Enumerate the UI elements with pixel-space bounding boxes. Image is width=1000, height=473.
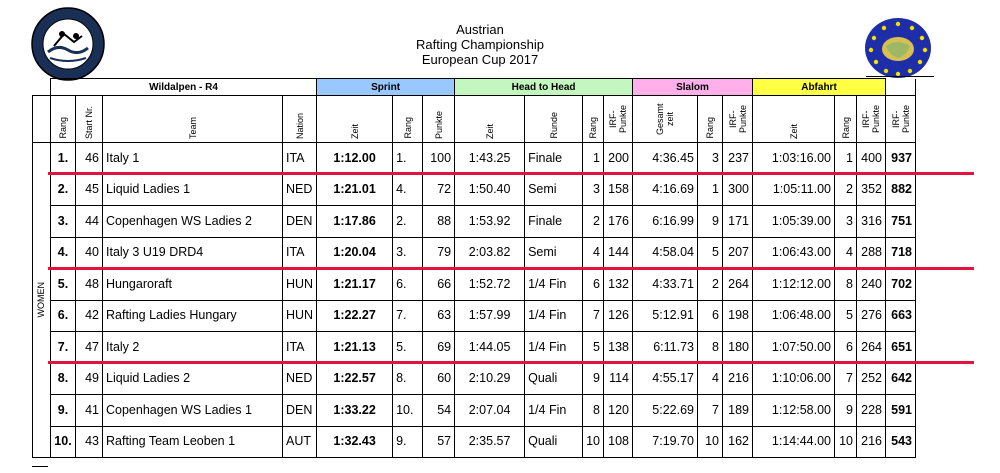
cell-rang: 7. bbox=[51, 332, 76, 364]
section-abfahrt: Abfahrt bbox=[753, 79, 886, 96]
band-spacer bbox=[33, 79, 51, 96]
col-slalom-irf: IRF-Punkte bbox=[723, 96, 753, 143]
cell-h-rang: 7 bbox=[583, 300, 604, 332]
cell-ab-zeit: 1:07:50.00 bbox=[753, 332, 835, 364]
cell-sp-punkte: 100 bbox=[423, 143, 455, 175]
row-divider bbox=[48, 361, 974, 364]
cell-h-runde: 1/4 Fin bbox=[525, 332, 583, 364]
col-h2h-runde: Runde bbox=[525, 96, 583, 143]
cell-sp-rang: 7. bbox=[393, 300, 423, 332]
cell-ab-rang: 1 bbox=[835, 143, 857, 175]
cell-sp-zeit: 1:17.86 bbox=[317, 206, 393, 238]
row-divider bbox=[48, 172, 974, 175]
cell-total: 663 bbox=[886, 300, 916, 332]
cell-ab-rang: 10 bbox=[835, 426, 857, 458]
cell-ab-zeit: 1:14:44.00 bbox=[753, 426, 835, 458]
section-sprint: Sprint bbox=[317, 79, 455, 96]
cell-start: 42 bbox=[76, 300, 103, 332]
european-cup-logo bbox=[862, 16, 934, 80]
cell-total: 937 bbox=[886, 143, 916, 175]
table-row bbox=[33, 206, 916, 238]
section-slalom: Slalom bbox=[633, 79, 753, 96]
cell-sl-zeit: 6:16.99 bbox=[633, 206, 698, 238]
cell-sl-zeit: 5:22.69 bbox=[633, 395, 698, 427]
cell-sp-rang: 3. bbox=[393, 237, 423, 269]
cell-sl-irf: 300 bbox=[723, 174, 753, 206]
cell-ab-irf: 228 bbox=[857, 395, 886, 427]
cell-sp-zeit: 1:21.01 bbox=[317, 174, 393, 206]
cell-team: Liquid Ladies 1 bbox=[103, 174, 283, 206]
table-row bbox=[33, 174, 916, 206]
footer-mark bbox=[32, 466, 48, 467]
table-row bbox=[33, 237, 916, 269]
cell-ab-irf: 240 bbox=[857, 269, 886, 301]
cell-team: Italy 3 U19 DRD4 bbox=[103, 237, 283, 269]
cell-h-runde: Finale bbox=[525, 206, 583, 238]
cell-h-rang: 1 bbox=[583, 143, 604, 175]
cell-sp-punkte: 79 bbox=[423, 237, 455, 269]
cell-start: 46 bbox=[76, 143, 103, 175]
cell-rang: 3. bbox=[51, 206, 76, 238]
cell-h-runde: Quali bbox=[525, 363, 583, 395]
cell-nation: NED bbox=[283, 363, 317, 395]
cell-start: 49 bbox=[76, 363, 103, 395]
cell-team: Rafting Team Leoben 1 bbox=[103, 426, 283, 458]
cell-h-irf: 108 bbox=[604, 426, 633, 458]
cell-nation: HUN bbox=[283, 300, 317, 332]
cell-h-runde: 1/4 Fin bbox=[525, 300, 583, 332]
cell-sp-punkte: 63 bbox=[423, 300, 455, 332]
cell-h-zeit: 1:53.92 bbox=[455, 206, 525, 238]
cell-sl-rang: 1 bbox=[698, 174, 723, 206]
cell-start: 44 bbox=[76, 206, 103, 238]
cell-h-irf: 144 bbox=[604, 237, 633, 269]
cell-total: 702 bbox=[886, 269, 916, 301]
cell-sl-irf: 198 bbox=[723, 300, 753, 332]
col-start-nr: Start Nr. bbox=[76, 96, 103, 143]
cell-total: 718 bbox=[886, 237, 916, 269]
cell-h-runde: 1/4 Fin bbox=[525, 395, 583, 427]
cell-total: 882 bbox=[886, 174, 916, 206]
table-row bbox=[33, 269, 916, 301]
cell-h-rang: 9 bbox=[583, 363, 604, 395]
col-sprint-zeit: Zeit bbox=[317, 96, 393, 143]
cell-rang: 5. bbox=[51, 269, 76, 301]
cell-sl-zeit: 6:11.73 bbox=[633, 332, 698, 364]
cell-sl-rang: 10 bbox=[698, 426, 723, 458]
col-nation: Nation bbox=[283, 96, 317, 143]
page-title bbox=[330, 22, 630, 67]
total-band-spacer bbox=[886, 79, 916, 96]
cell-sl-rang: 6 bbox=[698, 300, 723, 332]
cell-sp-rang: 8. bbox=[393, 363, 423, 395]
cell-nation: NED bbox=[283, 174, 317, 206]
cell-team: Rafting Ladies Hungary bbox=[103, 300, 283, 332]
cell-h-runde: 1/4 Fin bbox=[525, 269, 583, 301]
cell-sp-zeit: 1:12.00 bbox=[317, 143, 393, 175]
cell-nation: ITA bbox=[283, 143, 317, 175]
cell-h-zeit: 2:07.04 bbox=[455, 395, 525, 427]
cell-sp-punkte: 72 bbox=[423, 174, 455, 206]
cell-h-irf: 200 bbox=[604, 143, 633, 175]
cell-nation: DEN bbox=[283, 206, 317, 238]
cell-ab-zeit: 1:06:48.00 bbox=[753, 300, 835, 332]
col-sprint-punkte: Punkte bbox=[423, 96, 455, 143]
col-slalom-rang: Rang bbox=[698, 96, 723, 143]
cell-ab-irf: 352 bbox=[857, 174, 886, 206]
cell-sl-rang: 2 bbox=[698, 269, 723, 301]
cell-sp-rang: 2. bbox=[393, 206, 423, 238]
cell-sp-punkte: 66 bbox=[423, 269, 455, 301]
cell-h-zeit: 1:43.25 bbox=[455, 143, 525, 175]
cell-sp-rang: 4. bbox=[393, 174, 423, 206]
cell-h-rang: 8 bbox=[583, 395, 604, 427]
category-label: WOMEN bbox=[33, 143, 51, 458]
logo-underline bbox=[866, 76, 934, 77]
cell-sl-zeit: 5:12.91 bbox=[633, 300, 698, 332]
cell-sl-irf: 237 bbox=[723, 143, 753, 175]
title-line-2: Rafting Championship bbox=[416, 37, 544, 52]
row-divider bbox=[48, 267, 974, 270]
col-h2h-irf: IRF-Punkte bbox=[604, 96, 633, 143]
cell-h-runde: Quali bbox=[525, 426, 583, 458]
cell-ab-irf: 216 bbox=[857, 426, 886, 458]
rafting-club-logo bbox=[30, 6, 106, 82]
cell-h-rang: 6 bbox=[583, 269, 604, 301]
cell-sl-irf: 264 bbox=[723, 269, 753, 301]
cell-ab-zeit: 1:12:12.00 bbox=[753, 269, 835, 301]
cell-h-irf: 138 bbox=[604, 332, 633, 364]
cell-rang: 9. bbox=[51, 395, 76, 427]
cell-sp-rang: 10. bbox=[393, 395, 423, 427]
cell-sp-rang: 1. bbox=[393, 143, 423, 175]
cell-sp-zeit: 1:20.04 bbox=[317, 237, 393, 269]
cell-ab-zeit: 1:12:58.00 bbox=[753, 395, 835, 427]
cell-start: 47 bbox=[76, 332, 103, 364]
cell-start: 45 bbox=[76, 174, 103, 206]
cell-ab-rang: 7 bbox=[835, 363, 857, 395]
cell-h-zeit: 1:50.40 bbox=[455, 174, 525, 206]
category-col-header bbox=[33, 96, 51, 143]
cell-sl-irf: 216 bbox=[723, 363, 753, 395]
table-row bbox=[33, 300, 916, 332]
cell-team: Italy 1 bbox=[103, 143, 283, 175]
cell-rang: 8. bbox=[51, 363, 76, 395]
col-abfahrt-rang: Rang bbox=[835, 96, 857, 143]
cell-sl-irf: 189 bbox=[723, 395, 753, 427]
cell-sl-rang: 3 bbox=[698, 143, 723, 175]
cell-start: 48 bbox=[76, 269, 103, 301]
cell-sl-rang: 5 bbox=[698, 237, 723, 269]
cell-h-zeit: 2:35.57 bbox=[455, 426, 525, 458]
cell-sl-rang: 4 bbox=[698, 363, 723, 395]
cell-h-zeit: 1:44.05 bbox=[455, 332, 525, 364]
cell-ab-zeit: 1:10:06.00 bbox=[753, 363, 835, 395]
cell-h-zeit: 1:57.99 bbox=[455, 300, 525, 332]
cell-ab-rang: 4 bbox=[835, 237, 857, 269]
cell-sp-punkte: 57 bbox=[423, 426, 455, 458]
cell-nation: AUT bbox=[283, 426, 317, 458]
cell-sp-punkte: 60 bbox=[423, 363, 455, 395]
cell-ab-zeit: 1:05:39.00 bbox=[753, 206, 835, 238]
cell-sl-zeit: 4:58.04 bbox=[633, 237, 698, 269]
table-row bbox=[33, 143, 916, 175]
cell-team: Italy 2 bbox=[103, 332, 283, 364]
cell-total: 651 bbox=[886, 332, 916, 364]
section-head-to-head: Head to Head bbox=[455, 79, 633, 96]
cell-sl-zeit: 4:36.45 bbox=[633, 143, 698, 175]
cell-h-rang: 4 bbox=[583, 237, 604, 269]
col-team: Team bbox=[103, 96, 283, 143]
cell-sl-rang: 9 bbox=[698, 206, 723, 238]
cell-rang: 6. bbox=[51, 300, 76, 332]
col-rang: Rang bbox=[51, 96, 76, 143]
cell-h-runde: Finale bbox=[525, 143, 583, 175]
cell-rang: 4. bbox=[51, 237, 76, 269]
col-total-irf: IRF-Punkte bbox=[886, 96, 916, 143]
cell-sp-zeit: 1:21.13 bbox=[317, 332, 393, 364]
cell-sp-rang: 6. bbox=[393, 269, 423, 301]
cell-nation: HUN bbox=[283, 269, 317, 301]
cell-sp-zeit: 1:22.27 bbox=[317, 300, 393, 332]
cell-sl-rang: 7 bbox=[698, 395, 723, 427]
cell-sl-irf: 171 bbox=[723, 206, 753, 238]
cell-rang: 1. bbox=[51, 143, 76, 175]
cell-sp-punkte: 88 bbox=[423, 206, 455, 238]
col-slalom-zeit: Gesamt zeit bbox=[633, 96, 698, 143]
cell-total: 591 bbox=[886, 395, 916, 427]
cell-ab-rang: 6 bbox=[835, 332, 857, 364]
cell-h-irf: 176 bbox=[604, 206, 633, 238]
cell-ab-irf: 288 bbox=[857, 237, 886, 269]
table-row bbox=[33, 426, 916, 458]
cell-ab-rang: 8 bbox=[835, 269, 857, 301]
cell-sl-zeit: 7:19.70 bbox=[633, 426, 698, 458]
cell-h-irf: 114 bbox=[604, 363, 633, 395]
cell-h-zeit: 2:10.29 bbox=[455, 363, 525, 395]
cell-sl-rang: 8 bbox=[698, 332, 723, 364]
cell-h-zeit: 1:52.72 bbox=[455, 269, 525, 301]
cell-h-rang: 5 bbox=[583, 332, 604, 364]
cell-team: Copenhagen WS Ladies 2 bbox=[103, 206, 283, 238]
cell-h-zeit: 2:03.82 bbox=[455, 237, 525, 269]
cell-sp-punkte: 54 bbox=[423, 395, 455, 427]
cell-ab-rang: 9 bbox=[835, 395, 857, 427]
cell-sp-rang: 5. bbox=[393, 332, 423, 364]
cell-team: Copenhagen WS Ladies 1 bbox=[103, 395, 283, 427]
cell-start: 41 bbox=[76, 395, 103, 427]
col-abfahrt-irf: IRF-Punkte bbox=[857, 96, 886, 143]
title-line-3: European Cup 2017 bbox=[421, 52, 539, 67]
cell-sp-zeit: 1:33.22 bbox=[317, 395, 393, 427]
cell-team: Hungaroraft bbox=[103, 269, 283, 301]
cell-team: Liquid Ladies 2 bbox=[103, 363, 283, 395]
cell-total: 642 bbox=[886, 363, 916, 395]
cell-h-runde: Semi bbox=[525, 237, 583, 269]
table-row bbox=[33, 363, 916, 395]
cell-ab-irf: 316 bbox=[857, 206, 886, 238]
cell-ab-rang: 2 bbox=[835, 174, 857, 206]
cell-sp-punkte: 69 bbox=[423, 332, 455, 364]
cell-h-rang: 10 bbox=[583, 426, 604, 458]
cell-sl-zeit: 4:55.17 bbox=[633, 363, 698, 395]
cell-h-irf: 158 bbox=[604, 174, 633, 206]
cell-sl-irf: 180 bbox=[723, 332, 753, 364]
cell-start: 43 bbox=[76, 426, 103, 458]
cell-sp-rang: 9. bbox=[393, 426, 423, 458]
table-row bbox=[33, 395, 916, 427]
title-line-1: Austrian bbox=[456, 22, 504, 37]
cell-sp-zeit: 1:32.43 bbox=[317, 426, 393, 458]
cell-ab-rang: 5 bbox=[835, 300, 857, 332]
cell-sp-zeit: 1:22.57 bbox=[317, 363, 393, 395]
cell-h-irf: 132 bbox=[604, 269, 633, 301]
cell-h-rang: 2 bbox=[583, 206, 604, 238]
cell-total: 751 bbox=[886, 206, 916, 238]
cell-ab-irf: 400 bbox=[857, 143, 886, 175]
cell-h-irf: 126 bbox=[604, 300, 633, 332]
cell-h-irf: 120 bbox=[604, 395, 633, 427]
cell-start: 40 bbox=[76, 237, 103, 269]
table-row bbox=[33, 332, 916, 364]
col-h2h-rang: Rang bbox=[583, 96, 604, 143]
venue-header: Wildalpen - R4 bbox=[51, 79, 317, 96]
cell-ab-zeit: 1:05:11.00 bbox=[753, 174, 835, 206]
cell-sl-irf: 207 bbox=[723, 237, 753, 269]
col-abfahrt-zeit: Zeit bbox=[753, 96, 835, 143]
cell-rang: 2. bbox=[51, 174, 76, 206]
cell-sp-zeit: 1:21.17 bbox=[317, 269, 393, 301]
cell-nation: ITA bbox=[283, 237, 317, 269]
cell-sl-zeit: 4:16.69 bbox=[633, 174, 698, 206]
cell-sl-zeit: 4:33.71 bbox=[633, 269, 698, 301]
cell-ab-zeit: 1:06:43.00 bbox=[753, 237, 835, 269]
col-sprint-rang: Rang bbox=[393, 96, 423, 143]
cell-nation: DEN bbox=[283, 395, 317, 427]
cell-total: 543 bbox=[886, 426, 916, 458]
cell-sl-irf: 162 bbox=[723, 426, 753, 458]
cell-nation: ITA bbox=[283, 332, 317, 364]
cell-rang: 10. bbox=[51, 426, 76, 458]
cell-ab-irf: 252 bbox=[857, 363, 886, 395]
cell-ab-rang: 3 bbox=[835, 206, 857, 238]
cell-ab-irf: 276 bbox=[857, 300, 886, 332]
col-h2h-zeit: Zeit bbox=[455, 96, 525, 143]
cell-h-runde: Semi bbox=[525, 174, 583, 206]
cell-ab-irf: 264 bbox=[857, 332, 886, 364]
cell-h-rang: 3 bbox=[583, 174, 604, 206]
cell-ab-zeit: 1:03:16.00 bbox=[753, 143, 835, 175]
